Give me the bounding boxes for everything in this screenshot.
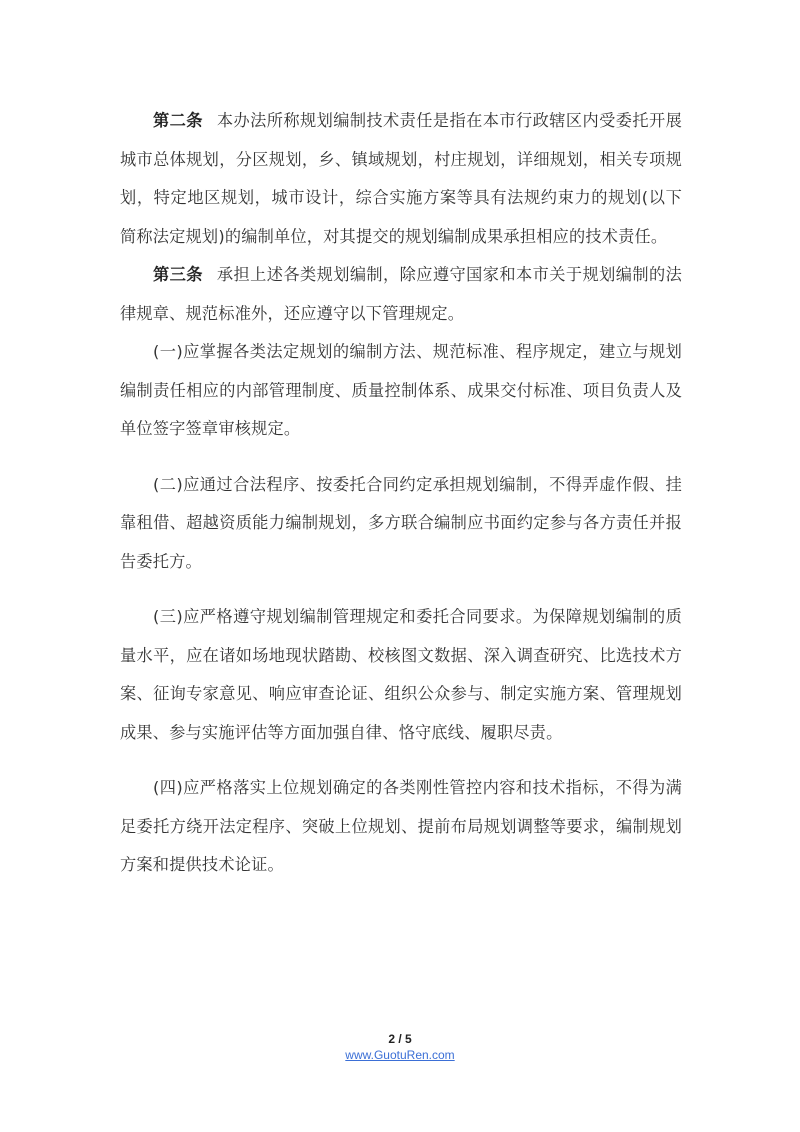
page-footer bbox=[0, 1031, 800, 1063]
article-text: 本办法所称规划编制技术责任是指在本市行政辖区内受委托开展城市总体规划，分区规划，乡、镇域规划，村庄规划，详细规划，相关专项规划，特定地区规划，城市设计，综合实施方案等具有法规约束力的规划(以下简称法定规划)的编制单位，对其提交的规划编制成果承担相应的技术责任。 bbox=[120, 111, 682, 246]
website-link[interactable]: www.GuotuRen.com bbox=[345, 1048, 455, 1062]
article-text: 承担上述各类规划编制，除应遵守国家和本市关于规划编制的法律规章、规范标准外，还应遵守以下管理规定。 bbox=[120, 265, 682, 323]
article-3 bbox=[120, 256, 682, 333]
article-label: 第三条 bbox=[153, 265, 203, 284]
document-body bbox=[120, 102, 682, 885]
article-label: 第二条 bbox=[153, 111, 203, 130]
clause-3: (三)应严格遵守规划编制管理规定和委托合同要求。为保障规划编制的质量水平，应在诸如场地现状踏勘、校核图文数据、深入调查研究、比选技术方案、征询专家意见、响应审查论证、组织公众参与、制定实施方案、管理规划成果、参与实施评估等方面加强自律、恪守底线、履职尽责。 bbox=[120, 607, 682, 742]
clause-1: (一)应掌握各类法定规划的编制方法、规范标准、程序规定，建立与规划编制责任相应的内部管理制度、质量控制体系、成果交付标准、项目负责人及单位签字签章审核规定。 bbox=[120, 342, 682, 438]
page-number: 2 / 5 bbox=[388, 1032, 412, 1046]
clause-2: (二)应通过合法程序、按委托合同约定承担规划编制，不得弄虚作假、挂靠租借、超越资质能力编制规划，多方联合编制应书面约定参与各方责任并报告委托方。 bbox=[120, 474, 682, 571]
clause-4: (四)应严格落实上位规划确定的各类刚性管控内容和技术指标，不得为满足委托方绕开法定程序、突破上位规划、提前布局规划调整等要求，编制规划方案和提供技术论证。 bbox=[120, 778, 682, 874]
article-2 bbox=[120, 102, 682, 256]
